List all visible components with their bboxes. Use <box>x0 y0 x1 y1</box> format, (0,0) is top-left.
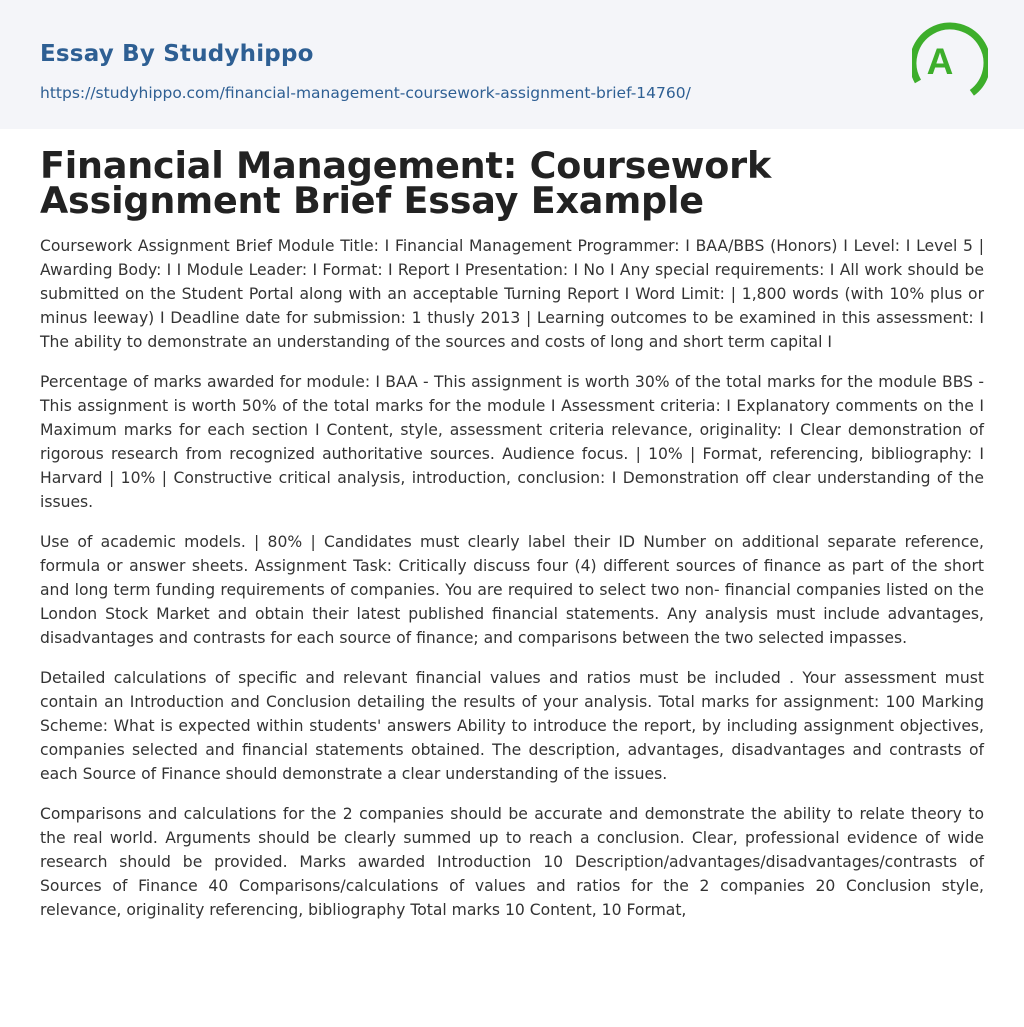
paragraph: Coursework Assignment Brief Module Title: I Financial Management Programmer: I BAA/BBS (Honors) I Level: I Level 5 | Awarding Body: I I Module Leader: I Format: I Report I Presentation: I No I Any special requirements: I All work should be submitted on the Student Portal along with an acceptable Turning Report I Word Limit: | 1,800 words (with 10% plus or minus leeway) I Deadline date for submission: 1 thusly 2013 | Learning outcomes to be examined in this assessment: I The ability to demonstrate an understanding of the sources and costs of long and short term capital I <box>40 237 984 351</box>
paragraph: Percentage of marks awarded for module: I BAA - This assignment is worth 30% of the total marks for the module BBS - This assignment is worth 50% of the total marks for the module I Assessment criteria: I Explanatory comments on the I Maximum marks for each section I Content, style, assessment criteria relevance, originality: I Clear demonstration of rigorous research from recognized authoritative sources. Audience focus. | 10% | Format, referencing, bibliography: I Harvard | 10% | Constructive critical analysis, introduction, conclusion: I Demonstration off clear understanding of the issues. <box>40 373 984 511</box>
page-title: Financial Management: Coursework Assignment Brief Essay Example <box>40 144 772 222</box>
paragraph: Use of academic models. | 80% | Candidates must clearly label their ID Number on additional separate reference, formula or answer sheets. Assignment Task: Critically discuss four (4) different sources of finance as part of the short and long term funding requirements of companies. You are required to select two non- financial companies listed on the London Stock Market and obtain their latest published financial statements. Any analysis must include advantages, disadvantages and contrasts for each source of finance; and comparisons between the two selected impasses. <box>40 533 984 647</box>
article-body <box>40 234 984 938</box>
paragraph: Comparisons and calculations for the 2 companies should be accurate and demonstrate the ability to relate theory to the real world. Arguments should be clearly summed up to reach a conclusion. Clear, professional evidence of wide research should be provided. Marks awarded Introduction 10 Description/advantages/disadvantages/contrasts of Sources of Finance 40 Comparisons/calculations of values and ratios for the 2 companies 20 Conclusion style, relevance, originality referencing, bibliography Total marks 10 Content, 10 Format, <box>40 805 984 919</box>
source-url-link[interactable]: https://studyhippo.com/financial-management-coursework-assignment-brief-14760/ <box>40 84 691 102</box>
paragraph: Detailed calculations of specific and relevant financial values and ratios must be included . Your assessment must contain an Introduction and Conclusion detailing the results of your analysis. Total marks for assignment: 100 Marking Scheme: What is expected within students' answers Ability to introduce the report, by including assignment objectives, companies selected and financial statements obtained. The description, advantages, disadvantages and contrasts of each Source of Finance should demonstrate a clear understanding of the issues. <box>40 669 984 783</box>
logo-letter: A <box>926 41 954 82</box>
site-brand[interactable]: Essay By Studyhippo <box>40 41 314 67</box>
